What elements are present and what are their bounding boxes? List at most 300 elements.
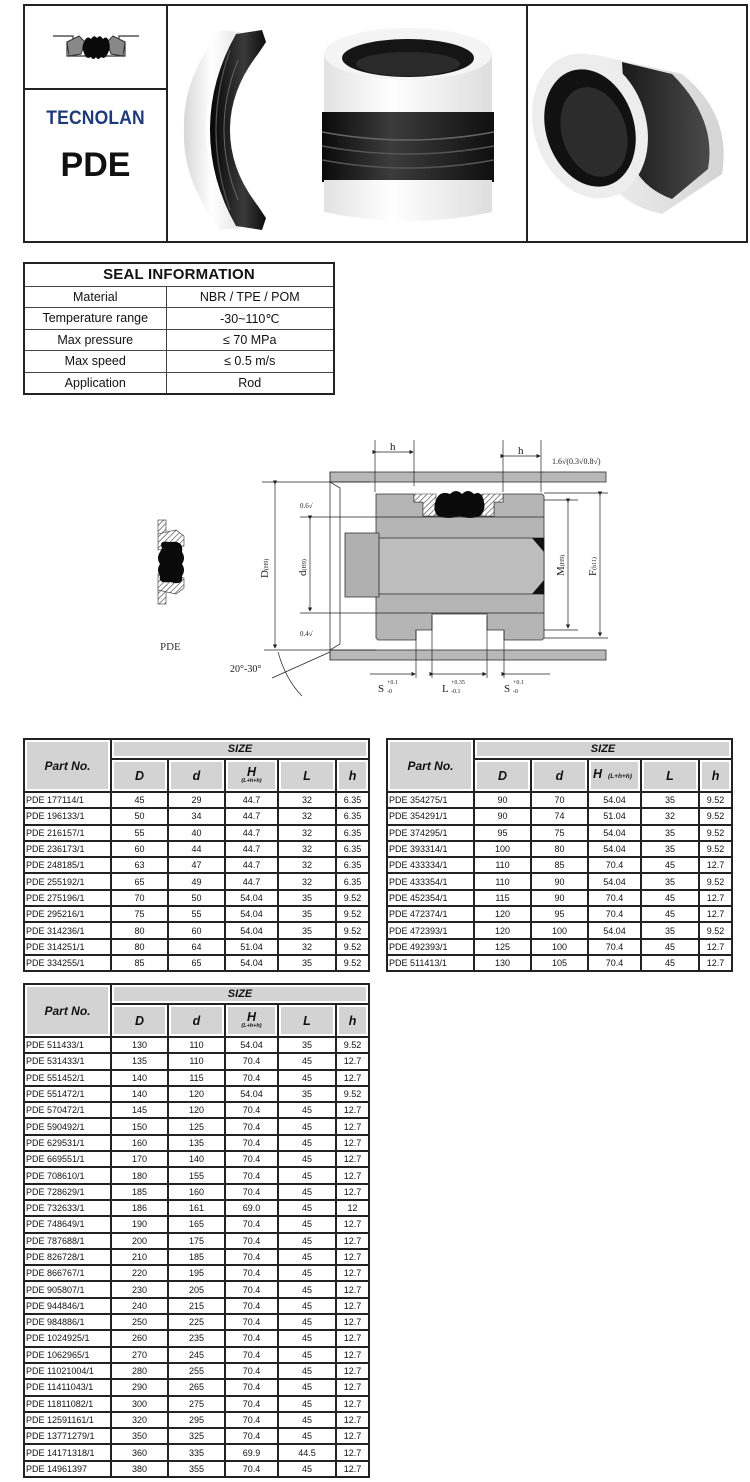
D-cell: 120 [474,906,531,922]
part-no-cell: PDE 531433/1 [24,1053,111,1069]
L-cell: 45 [278,1184,336,1200]
d-cell: 95 [531,906,588,922]
L-cell: 35 [278,890,336,906]
d-cell: 325 [168,1428,225,1444]
roughness-0-4-label: 0.4√ [300,630,313,638]
info-value: ≤ 0.5 m/s [166,351,334,373]
size-table-body [24,1037,369,1477]
d-cell: 355 [168,1461,225,1477]
part-no-cell: PDE 433354/1 [387,873,474,889]
d-cell: 50 [168,890,225,906]
D-cell: 70 [111,890,168,906]
h-cell: 12.7 [699,955,732,971]
table-row [387,808,732,824]
d-cell: 105 [531,955,588,971]
l-tol-plus: +0.35 [451,680,465,686]
H-cell: 44.7 [225,808,278,824]
L-cell: 45 [278,1396,336,1412]
part-no-cell: PDE 551452/1 [24,1070,111,1086]
col-L-header: L [278,759,336,792]
col-L-header: L [278,1004,336,1037]
H-cell: 44.7 [225,873,278,889]
H-cell: 54.04 [225,922,278,938]
H-cell: 54.04 [225,890,278,906]
D-cell: 45 [111,792,168,808]
table-row [387,906,732,922]
part-no-cell: PDE 511433/1 [24,1037,111,1053]
h-cell: 12.7 [699,939,732,955]
L-cell: 45 [278,1347,336,1363]
h-cell: 12.7 [336,1379,369,1395]
d-cell: 70 [531,792,588,808]
brand-name: TECNOLAN [46,108,145,129]
d-cell: 225 [168,1314,225,1330]
table-row [24,1135,369,1151]
D-cell: 130 [111,1037,168,1053]
part-no-cell: PDE 866767/1 [24,1265,111,1281]
table-row [24,922,369,938]
d-cell: 245 [168,1347,225,1363]
info-row-material [24,286,334,308]
h-cell: 12.7 [336,1428,369,1444]
d-cell: 75 [531,825,588,841]
L-cell: 35 [641,873,699,889]
info-row-application [24,372,334,394]
table-row [24,873,369,889]
info-row-temperature [24,308,334,330]
H-cell: 70.4 [225,1070,278,1086]
D-cell: 90 [474,792,531,808]
d-cell: 175 [168,1233,225,1249]
H-cell: 69.0 [225,1200,278,1216]
part-no-cell: PDE 354291/1 [387,808,474,824]
L-cell: 45 [278,1118,336,1134]
h-cell: 9.52 [336,906,369,922]
L-cell: 45 [278,1428,336,1444]
part-no-cell: PDE 708610/1 [24,1167,111,1183]
part-no-cell: PDE 216157/1 [24,825,111,841]
h-cell: 12.7 [336,1298,369,1314]
d-cell: 275 [168,1396,225,1412]
D-cell: 200 [111,1233,168,1249]
col-d-header: d [531,759,588,792]
H-cell: 54.04 [225,955,278,971]
d-cell: 74 [531,808,588,824]
L-cell: 45 [278,1314,336,1330]
d-cell: 160 [168,1184,225,1200]
D-cell: 350 [111,1428,168,1444]
table-row [24,857,369,873]
h-cell: 6.35 [336,873,369,889]
D-cell: 280 [111,1363,168,1379]
table-row [24,1298,369,1314]
info-value: NBR / TPE / POM [166,286,334,308]
seal-profile-cell [25,6,166,90]
info-value: ≤ 70 MPa [166,329,334,351]
L-cell: 45 [278,1249,336,1265]
H-cell: 44.7 [225,792,278,808]
seal-assembled-angled-photo [532,34,732,224]
D-cell: 210 [111,1249,168,1265]
H-cell: 51.04 [225,939,278,955]
h-cell: 6.35 [336,792,369,808]
d-cell: 80 [531,841,588,857]
dim-f-label: F(h11) [587,557,599,576]
L-cell: 35 [278,1086,336,1102]
L-cell: 45 [641,939,699,955]
size-table-body [24,792,369,971]
H-cell: 54.04 [588,792,641,808]
table-row [24,841,369,857]
col-h-header: h [336,759,369,792]
d-cell: 295 [168,1412,225,1428]
L-cell: 45 [641,906,699,922]
L-cell: 45 [278,1167,336,1183]
L-cell: 32 [278,857,336,873]
H-cell: 70.4 [225,1233,278,1249]
info-row-speed [24,351,334,373]
H-cell: 70.4 [225,1379,278,1395]
table-row [24,1053,369,1069]
L-cell: 45 [278,1070,336,1086]
d-cell: 140 [168,1151,225,1167]
H-cell: 70.4 [588,939,641,955]
L-cell: 32 [641,808,699,824]
L-cell: 32 [278,825,336,841]
L-cell: 35 [641,841,699,857]
col-L-header: L [641,759,699,792]
d-cell: 120 [168,1086,225,1102]
d-cell: 85 [531,857,588,873]
d-cell: 120 [168,1102,225,1118]
table-row [387,857,732,873]
h-cell: 12.7 [336,1070,369,1086]
L-cell: 35 [278,922,336,938]
part-no-cell: PDE 275196/1 [24,890,111,906]
table-row [387,873,732,889]
part-no-cell: PDE 984886/1 [24,1314,111,1330]
d-cell: 55 [168,906,225,922]
h-cell: 12.7 [699,890,732,906]
d-cell: 60 [168,922,225,938]
D-cell: 300 [111,1396,168,1412]
table-row [387,792,732,808]
s-right-tol-minus: -0 [513,689,518,695]
part-no-cell: PDE 13771279/1 [24,1428,111,1444]
H-cell: 70.4 [225,1347,278,1363]
h-cell: 9.52 [699,873,732,889]
h-cell: 9.52 [699,792,732,808]
part-no-cell: PDE 11811082/1 [24,1396,111,1412]
h-cell: 9.52 [699,825,732,841]
size-table-3 [23,983,370,1478]
table-row [387,939,732,955]
size-table-body [387,792,732,971]
part-no-cell: PDE 511413/1 [387,955,474,971]
part-no-cell: PDE 492393/1 [387,939,474,955]
table-row [24,1086,369,1102]
s-left-tol-plus: +0.1 [387,680,398,686]
info-label: Max pressure [24,329,166,351]
table-row [24,1412,369,1428]
part-no-cell: PDE 905807/1 [24,1281,111,1297]
D-cell: 80 [111,922,168,938]
D-cell: 260 [111,1330,168,1346]
D-cell: 63 [111,857,168,873]
L-cell: 32 [278,873,336,889]
s-right-tol-plus: +0.1 [513,680,524,686]
D-cell: 170 [111,1151,168,1167]
part-no-cell: PDE 196133/1 [24,808,111,824]
H-cell: 44.7 [225,857,278,873]
part-no-cell: PDE 728629/1 [24,1184,111,1200]
table-row [387,825,732,841]
col-D-header: D [111,759,168,792]
h-cell: 12.7 [336,1053,369,1069]
H-cell: 70.4 [225,1184,278,1200]
col-d-header: d [168,1004,225,1037]
h-cell: 12.7 [336,1314,369,1330]
D-cell: 125 [474,939,531,955]
part-no-cell: PDE 248185/1 [24,857,111,873]
h-cell: 12.7 [336,1135,369,1151]
h-label-right: h [518,445,524,457]
part-no-cell: PDE 629531/1 [24,1135,111,1151]
H-cell: 70.4 [225,1102,278,1118]
D-cell: 290 [111,1379,168,1395]
part-no-cell: PDE 236173/1 [24,841,111,857]
d-cell: 205 [168,1281,225,1297]
table-row [24,1314,369,1330]
h-cell: 12.7 [336,1265,369,1281]
table-row [24,1184,369,1200]
L-cell: 32 [278,792,336,808]
h-label-left: h [390,441,396,453]
D-cell: 186 [111,1200,168,1216]
table-row [24,1233,369,1249]
part-no-cell: PDE 669551/1 [24,1151,111,1167]
D-cell: 270 [111,1347,168,1363]
L-cell: 45 [278,1363,336,1379]
L-cell: 45 [278,1298,336,1314]
col-D-header: D [111,1004,168,1037]
L-cell: 35 [278,1037,336,1053]
D-cell: 160 [111,1135,168,1151]
table-row [24,890,369,906]
L-cell: 45 [278,1216,336,1232]
dim-m-label: M(H9) [555,554,567,576]
d-cell: 165 [168,1216,225,1232]
table-row [24,1281,369,1297]
d-cell: 65 [168,955,225,971]
info-value: -30~110℃ [166,308,334,330]
D-cell: 230 [111,1281,168,1297]
info-label: Application [24,372,166,394]
table-row [24,1249,369,1265]
d-cell: 29 [168,792,225,808]
part-no-cell: PDE 374295/1 [387,825,474,841]
D-cell: 150 [111,1118,168,1134]
table-row [387,890,732,906]
D-cell: 100 [474,841,531,857]
col-D-header: D [474,759,531,792]
l-tol-minus: -0.1 [451,689,461,695]
D-cell: 140 [111,1070,168,1086]
H-cell: 69.9 [225,1444,278,1460]
part-no-cell: PDE 11411043/1 [24,1379,111,1395]
l-label: L [442,683,449,695]
D-cell: 85 [111,955,168,971]
L-cell: 45 [278,1379,336,1395]
table-row [387,955,732,971]
h-cell: 12.7 [336,1151,369,1167]
part-no-cell: PDE 944846/1 [24,1298,111,1314]
col-H-header: H (L+h+h) [588,759,641,792]
table-row [24,1330,369,1346]
d-cell: 215 [168,1298,225,1314]
L-cell: 45 [278,1200,336,1216]
h-cell: 12.7 [336,1118,369,1134]
D-cell: 65 [111,873,168,889]
part-no-cell: PDE 1024925/1 [24,1330,111,1346]
H-cell: 70.4 [225,1281,278,1297]
d-cell: 110 [168,1037,225,1053]
h-cell: 12.7 [336,1330,369,1346]
D-cell: 130 [474,955,531,971]
table-row [24,939,369,955]
part-no-cell: PDE 787688/1 [24,1233,111,1249]
D-cell: 110 [474,873,531,889]
d-cell: 265 [168,1379,225,1395]
H-cell: 70.4 [225,1118,278,1134]
part-no-header: Part No. [24,739,111,792]
table-row [24,1347,369,1363]
part-no-cell: PDE 732633/1 [24,1200,111,1216]
product-banner [23,4,748,243]
D-cell: 120 [474,922,531,938]
D-cell: 320 [111,1412,168,1428]
D-cell: 60 [111,841,168,857]
D-cell: 50 [111,808,168,824]
part-no-cell: PDE 393314/1 [387,841,474,857]
chamfer-angle-label: 20°-30° [230,664,262,675]
H-cell: 70.4 [225,1428,278,1444]
col-h-header: h [336,1004,369,1037]
h-cell: 12.7 [699,906,732,922]
L-cell: 45 [278,1053,336,1069]
table-row [24,1102,369,1118]
s-right-label: S [504,683,511,695]
size-header: SIZE [474,739,732,759]
H-cell: 70.4 [225,1314,278,1330]
table-row [24,1363,369,1379]
h-cell: 9.52 [336,922,369,938]
seal-information-title: SEAL INFORMATION [24,263,334,286]
L-cell: 35 [278,955,336,971]
table-row [24,1461,369,1477]
d-cell: 64 [168,939,225,955]
D-cell: 380 [111,1461,168,1477]
table-row [24,955,369,971]
L-cell: 45 [641,955,699,971]
col-h-header: h [699,759,732,792]
part-no-cell: PDE 472374/1 [387,906,474,922]
H-cell: 70.4 [225,1216,278,1232]
d-cell: 185 [168,1249,225,1265]
d-cell: 110 [168,1053,225,1069]
part-no-cell: PDE 14961397 [24,1461,111,1477]
part-no-cell: PDE 433334/1 [387,857,474,873]
h-cell: 12.7 [336,1444,369,1460]
d-cell: 44 [168,841,225,857]
D-cell: 180 [111,1167,168,1183]
d-cell: 47 [168,857,225,873]
product-photos-panel [168,6,528,241]
part-no-cell: PDE 255192/1 [24,873,111,889]
D-cell: 55 [111,825,168,841]
h-cell: 12.7 [336,1396,369,1412]
L-cell: 45 [278,1330,336,1346]
L-cell: 45 [278,1102,336,1118]
H-cell: 70.4 [225,1151,278,1167]
h-cell: 12.7 [336,1347,369,1363]
d-cell: 235 [168,1330,225,1346]
L-cell: 45 [278,1461,336,1477]
d-cell: 40 [168,825,225,841]
H-cell: 70.4 [225,1167,278,1183]
part-no-cell: PDE 590492/1 [24,1118,111,1134]
table-row [24,906,369,922]
profile-label: PDE [160,641,181,653]
part-no-cell: PDE 1062965/1 [24,1347,111,1363]
D-cell: 250 [111,1314,168,1330]
s-left-tol-minus: -0 [387,689,392,695]
H-cell: 70.4 [225,1053,278,1069]
h-cell: 12.7 [336,1167,369,1183]
table-row [24,792,369,808]
h-cell: 9.52 [336,890,369,906]
part-no-cell: PDE 314236/1 [24,922,111,938]
h-cell: 6.35 [336,841,369,857]
D-cell: 240 [111,1298,168,1314]
d-cell: 135 [168,1135,225,1151]
H-cell: 70.4 [588,857,641,873]
L-cell: 45 [278,1281,336,1297]
L-cell: 35 [641,792,699,808]
part-no-cell: PDE 472393/1 [387,922,474,938]
d-cell: 125 [168,1118,225,1134]
size-header: SIZE [111,739,369,759]
table-row [24,1167,369,1183]
table-row [24,1444,369,1460]
part-no-cell: PDE 177114/1 [24,792,111,808]
s-left-label: S [378,683,385,695]
H-cell: 70.4 [225,1249,278,1265]
H-cell: 70.4 [225,1135,278,1151]
table-row [24,1070,369,1086]
L-cell: 45 [278,1151,336,1167]
d-cell: 90 [531,890,588,906]
H-cell: 54.04 [225,906,278,922]
H-cell: 54.04 [225,1086,278,1102]
size-header: SIZE [111,984,369,1004]
size-table-1 [23,738,370,972]
d-cell: 90 [531,873,588,889]
table-row [24,1428,369,1444]
info-row-pressure [24,329,334,351]
h-cell: 12.7 [336,1233,369,1249]
info-label: Material [24,286,166,308]
